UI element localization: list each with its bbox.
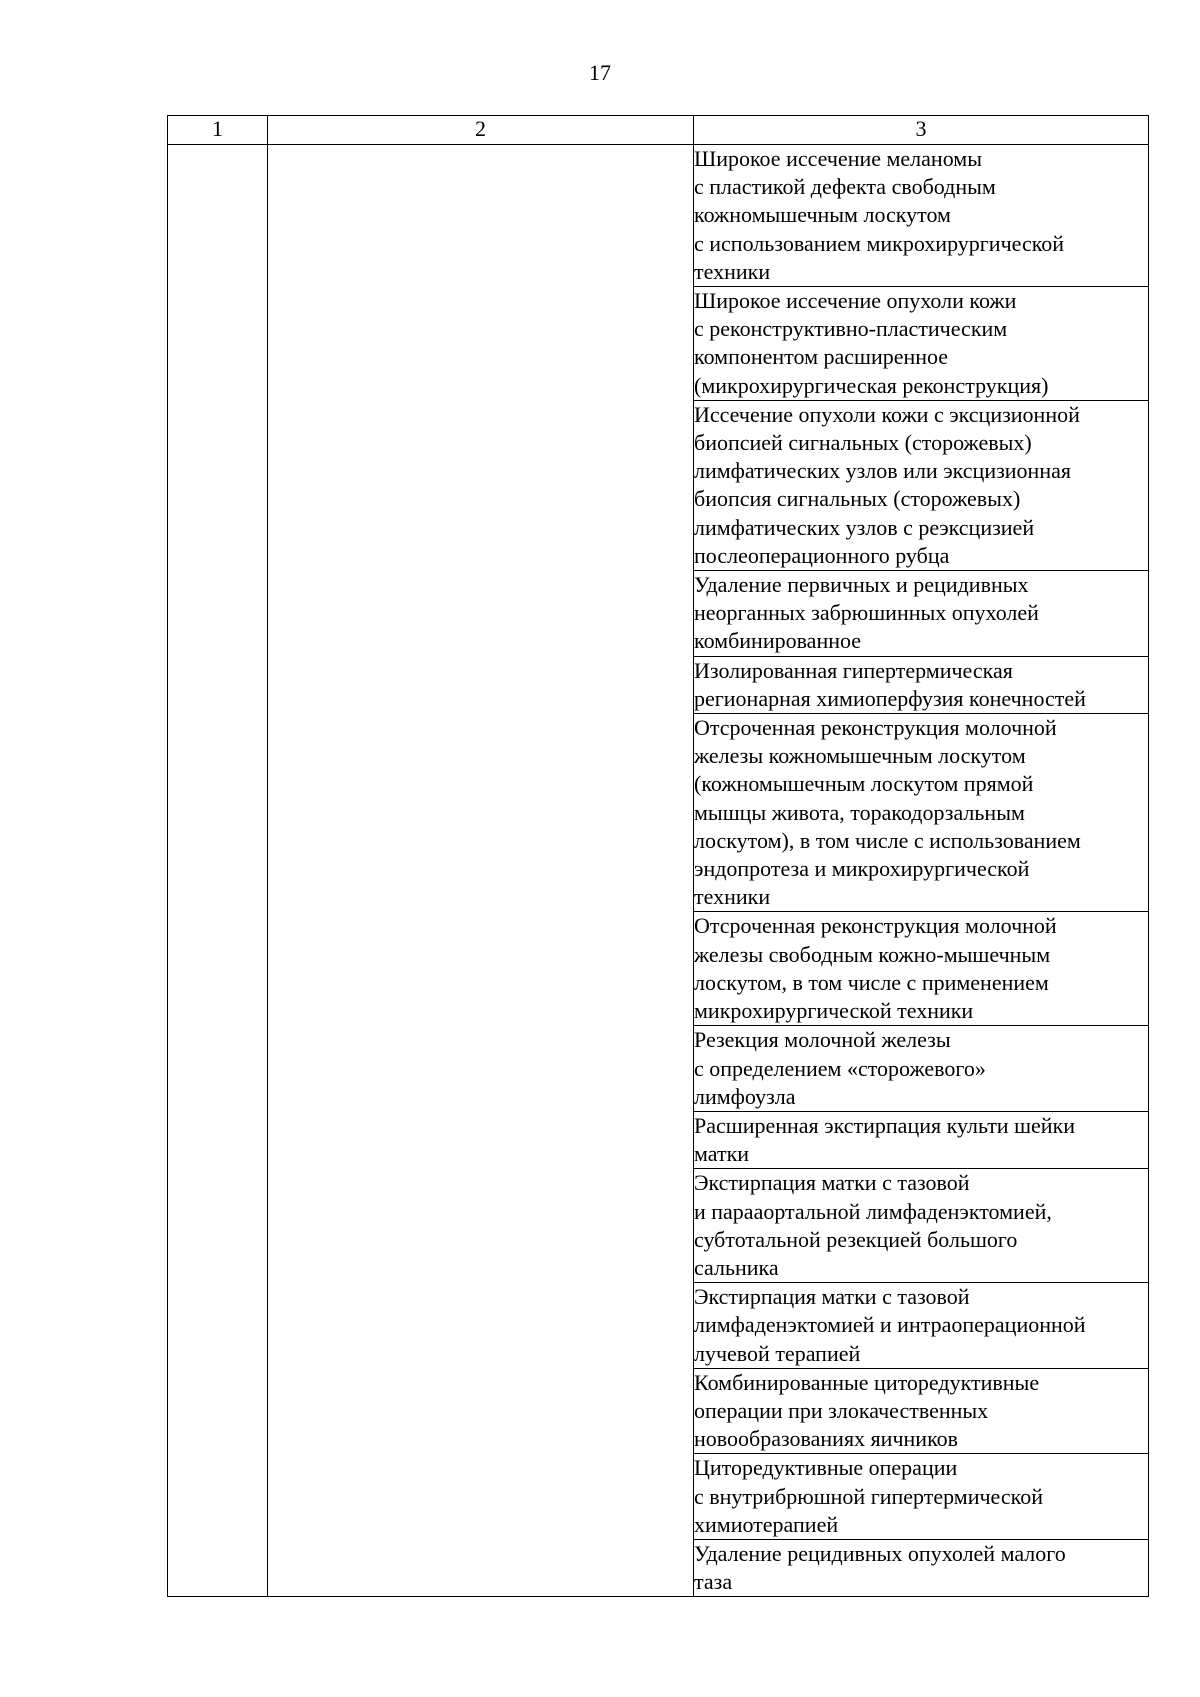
procedure-cell: Широкое иссечение меланомы с пластикой дефекта свободным кожномышечным лоскутом с использованием микрохирургической техники (694, 145, 1149, 287)
procedure-cell: Резекция молочной железы с определением «сторожевого» лимфоузла (694, 1026, 1149, 1112)
table-body (168, 145, 1149, 1597)
procedure-cell: Экстирпация матки с тазовой лимфаденэктомией и интраоперационной лучевой терапией (694, 1283, 1149, 1369)
procedure-cell: Отсроченная реконструкция молочной железы кожномышечным лоскутом (кожномышечным лоскутом прямой мышцы живота, торакодорзальным лоскутом), в том числе с использованием эндопротеза и микрохирургической техники (694, 714, 1149, 912)
procedure-cell: Удаление рецидивных опухолей малого таза (694, 1539, 1149, 1596)
procedure-cell: Широкое иссечение опухоли кожи с реконструктивно-пластическим компонентом расширенное (микрохирургическая реконструкция) (694, 287, 1149, 401)
page-number: 17 (589, 60, 611, 85)
table-row (168, 145, 1149, 287)
procedure-cell: Циторедуктивные операции с внутрибрюшной гипертермической химиотерапией (694, 1454, 1149, 1540)
table-header-row (168, 116, 1149, 145)
procedure-cell: Изолированная гипертермическая регионарная химиоперфузия конечностей (694, 656, 1149, 713)
procedure-cell: Комбинированные циторедуктивные операции при злокачественных новообразованиях яичников (694, 1368, 1149, 1454)
procedure-cell: Расширенная экстирпация культи шейки матки (694, 1111, 1149, 1168)
column-2-cell (268, 145, 694, 1597)
column-header-3: 3 (694, 116, 1149, 145)
procedure-cell: Удаление первичных и рецидивных неорганных забрюшинных опухолей комбинированное (694, 571, 1149, 657)
procedure-cell: Иссечение опухоли кожи с эксцизионной биопсией сигнальных (сторожевых) лимфатических узлов или эксцизионная биопсия сигнальных (сторожевых) лимфатических узлов с реэксцизией послеоперационного рубца (694, 400, 1149, 570)
procedure-cell: Экстирпация матки с тазовой и парааортальной лимфаденэктомией, субтотальной резекцией большого сальника (694, 1169, 1149, 1283)
procedures-table (167, 115, 1149, 1597)
column-header-2: 2 (268, 116, 694, 145)
column-header-1: 1 (168, 116, 268, 145)
procedure-cell: Отсроченная реконструкция молочной железы свободным кожно-мышечным лоскутом, в том числе с применением микрохирургической техники (694, 912, 1149, 1026)
column-1-cell (168, 145, 268, 1597)
